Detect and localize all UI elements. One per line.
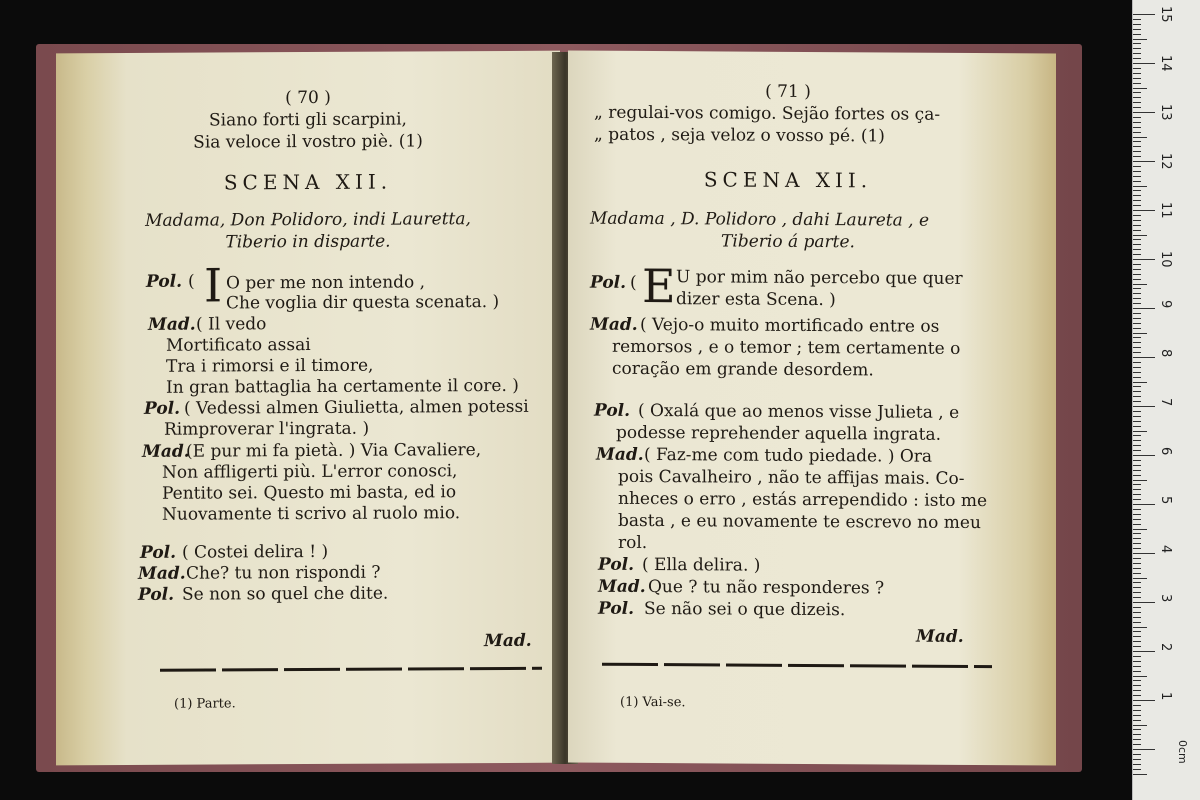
paren: ( bbox=[630, 272, 637, 293]
dialogue-line: Que ? tu não responderes ? bbox=[648, 576, 885, 599]
ruler-tick bbox=[1133, 445, 1141, 446]
ruler-tick bbox=[1133, 578, 1147, 579]
characters-line: Tiberio á parte. bbox=[721, 231, 855, 253]
ruler-tick bbox=[1133, 729, 1141, 730]
page-number: ( 70 ) bbox=[285, 87, 331, 109]
dialogue-line: ( Costei delira ! ) bbox=[182, 541, 329, 563]
ruler-tick bbox=[1133, 377, 1141, 378]
catchword: Mad. bbox=[484, 630, 532, 652]
dialogue-line: coração em grande desordem. bbox=[612, 358, 874, 381]
dialogue-line: In gran battaglia ha certamente il core. ) bbox=[166, 375, 519, 398]
ruler-tick bbox=[1133, 200, 1141, 201]
ruler-number: 12 bbox=[1158, 153, 1173, 170]
ruler-tick bbox=[1133, 764, 1141, 765]
ruler-tick bbox=[1133, 107, 1141, 108]
ruler-tick bbox=[1133, 671, 1141, 672]
ruler-tick bbox=[1133, 225, 1141, 226]
ruler-number: 10 bbox=[1158, 251, 1173, 268]
ruler-tick bbox=[1133, 774, 1147, 775]
speaker-label: Pol. bbox=[598, 598, 635, 619]
ruler-tick bbox=[1133, 494, 1141, 495]
ruler-tick bbox=[1133, 641, 1141, 642]
ruler-tick bbox=[1133, 48, 1141, 49]
ruler-tick bbox=[1133, 288, 1141, 289]
right-page bbox=[568, 51, 1056, 766]
ruler-tick bbox=[1133, 734, 1141, 735]
dialogue-line: basta , e eu novamente te escrevo no meu bbox=[618, 510, 981, 534]
ruler-tick bbox=[1133, 749, 1155, 750]
ruler-tick bbox=[1133, 235, 1147, 236]
characters-line: Tiberio in disparte. bbox=[225, 231, 391, 253]
ruler-unit-label: 0cm bbox=[1176, 740, 1189, 764]
ruler-tick bbox=[1133, 342, 1141, 343]
ruler-tick bbox=[1133, 651, 1155, 652]
ruler-tick bbox=[1133, 186, 1147, 187]
drop-cap: I bbox=[204, 258, 223, 313]
ruler-tick bbox=[1133, 259, 1155, 260]
dialogue-line: Se não sei o que dizeis. bbox=[644, 598, 846, 621]
ruler-number: 3 bbox=[1158, 594, 1173, 603]
ruler-tick bbox=[1133, 690, 1141, 691]
ruler-tick bbox=[1133, 666, 1141, 667]
ruler-tick bbox=[1133, 176, 1141, 177]
divider-rule bbox=[160, 667, 542, 672]
dialogue-line: dizer esta Scena. ) bbox=[676, 289, 836, 311]
ruler-tick bbox=[1133, 195, 1141, 196]
ruler-tick bbox=[1133, 568, 1141, 569]
ruler-tick bbox=[1133, 396, 1141, 397]
ruler-tick bbox=[1133, 416, 1141, 417]
ruler-tick bbox=[1133, 127, 1141, 128]
ruler-tick bbox=[1133, 264, 1141, 265]
dialogue-line: Che? tu non rispondi ? bbox=[186, 562, 381, 584]
footnote: (1) Vai-se. bbox=[620, 694, 686, 711]
ruler-tick bbox=[1133, 480, 1147, 481]
dialogue-line: pois Cavalheiro , não te affijas mais. Co- bbox=[618, 466, 965, 489]
ruler-tick bbox=[1133, 470, 1141, 471]
ruler-tick bbox=[1133, 411, 1141, 412]
ruler-tick bbox=[1133, 695, 1141, 696]
ruler-tick bbox=[1133, 607, 1141, 608]
ruler-number: 9 bbox=[1158, 300, 1173, 309]
catchword: Mad. bbox=[916, 626, 964, 647]
ruler-tick bbox=[1133, 617, 1141, 618]
ruler-tick bbox=[1133, 357, 1155, 358]
ruler-tick bbox=[1133, 529, 1147, 530]
ruler-tick bbox=[1133, 181, 1141, 182]
verse-line: „ regulai-vos comigo. Sejão fortes os ça- bbox=[594, 102, 941, 125]
scene-title: SCENA XII. bbox=[703, 167, 873, 193]
ruler-tick bbox=[1133, 685, 1141, 686]
dialogue-line: ( Oxalá que ao menos visse Julieta , e bbox=[638, 400, 960, 423]
ruler-tick bbox=[1133, 244, 1141, 245]
speaker-label: Mad. bbox=[138, 563, 186, 584]
left-page bbox=[56, 51, 560, 766]
ruler-tick bbox=[1133, 230, 1141, 231]
ruler-tick bbox=[1133, 646, 1141, 647]
ruler-tick bbox=[1133, 769, 1141, 770]
dialogue-line: Rimproverar l'ingrata. ) bbox=[164, 418, 370, 440]
speaker-label: Mad. bbox=[148, 314, 196, 335]
ruler-tick bbox=[1133, 597, 1141, 598]
ruler-tick bbox=[1133, 676, 1147, 677]
verse-line: Siano forti gli scarpini, bbox=[209, 109, 407, 131]
ruler-tick bbox=[1133, 739, 1141, 740]
ruler-tick bbox=[1133, 558, 1141, 559]
ruler-tick bbox=[1133, 166, 1141, 167]
ruler-tick bbox=[1133, 117, 1141, 118]
dialogue-line: (E pur mi fa pietà. ) Via Cavaliere, bbox=[186, 440, 482, 462]
ruler-tick bbox=[1133, 43, 1141, 44]
speaker-label: Pol. bbox=[144, 398, 181, 419]
ruler-tick bbox=[1133, 533, 1141, 534]
dialogue-line: Nuovamente ti scrivo al ruolo mio. bbox=[162, 503, 461, 525]
ruler-tick bbox=[1133, 367, 1141, 368]
footnote: (1) Parte. bbox=[174, 696, 236, 712]
ruler-tick bbox=[1133, 92, 1141, 93]
speaker-label: Mad. bbox=[598, 576, 646, 597]
ruler-tick bbox=[1133, 519, 1141, 520]
ruler-tick bbox=[1133, 63, 1155, 64]
ruler-tick bbox=[1133, 725, 1147, 726]
ruler-number: 1 bbox=[1158, 692, 1173, 701]
ruler-tick bbox=[1133, 220, 1141, 221]
divider-rule bbox=[602, 663, 992, 668]
dialogue-line: ( Ella delira. ) bbox=[642, 554, 761, 576]
ruler-tick bbox=[1133, 465, 1141, 466]
ruler-tick bbox=[1133, 573, 1141, 574]
dialogue-line: podesse reprehender aquella ingrata. bbox=[616, 422, 942, 445]
measurement-ruler bbox=[1132, 0, 1200, 800]
drop-cap: E bbox=[642, 258, 676, 314]
ruler-tick bbox=[1133, 362, 1141, 363]
ruler-tick bbox=[1133, 563, 1141, 564]
dialogue-line: U por mim não percebo que quer bbox=[676, 267, 963, 289]
dialogue-line: Pentito sei. Questo mi basta, ed io bbox=[162, 482, 457, 504]
ruler-tick bbox=[1133, 19, 1141, 20]
ruler-tick bbox=[1133, 39, 1147, 40]
ruler-tick bbox=[1133, 293, 1141, 294]
dialogue-line: ( Vedessi almen Giulietta, almen potessi bbox=[184, 396, 529, 419]
ruler-tick bbox=[1133, 279, 1141, 280]
ruler-tick bbox=[1133, 612, 1141, 613]
dialogue-line: ( Vejo-o muito mortificado entre os bbox=[640, 314, 940, 337]
ruler-tick bbox=[1133, 715, 1141, 716]
ruler-tick bbox=[1133, 303, 1141, 304]
speaker-label: Pol. bbox=[146, 271, 183, 292]
ruler-tick bbox=[1133, 484, 1141, 485]
ruler-number: 13 bbox=[1158, 104, 1173, 121]
ruler-number: 8 bbox=[1158, 349, 1173, 358]
speaker-label: Mad. bbox=[596, 444, 644, 465]
ruler-tick bbox=[1133, 421, 1141, 422]
ruler-number: 4 bbox=[1158, 545, 1173, 554]
ruler-tick bbox=[1133, 489, 1141, 490]
ruler-tick bbox=[1133, 509, 1141, 510]
dialogue-line: O per me non intendo , bbox=[226, 272, 426, 294]
ruler-tick bbox=[1133, 636, 1141, 637]
characters-line: Madama, Don Polidoro, indi Lauretta, bbox=[145, 209, 471, 231]
speaker-label: Pol. bbox=[140, 542, 177, 563]
dialogue-line: Che voglia dir questa scenata. ) bbox=[226, 291, 500, 314]
ruler-tick bbox=[1133, 58, 1141, 59]
ruler-tick bbox=[1133, 553, 1155, 554]
ruler-tick bbox=[1133, 431, 1147, 432]
scene-title: SCENA XII. bbox=[223, 169, 393, 195]
ruler-tick bbox=[1133, 622, 1141, 623]
ruler-tick bbox=[1133, 661, 1141, 662]
ruler-tick bbox=[1133, 582, 1141, 583]
ruler-tick bbox=[1133, 254, 1141, 255]
dialogue-line: Mortificato assai bbox=[166, 334, 311, 356]
ruler-tick bbox=[1133, 53, 1141, 54]
ruler-tick bbox=[1133, 587, 1141, 588]
ruler-tick bbox=[1133, 88, 1147, 89]
ruler-number: 6 bbox=[1158, 447, 1173, 456]
ruler-tick bbox=[1133, 680, 1141, 681]
ruler-tick bbox=[1133, 83, 1141, 84]
ruler-tick bbox=[1133, 78, 1141, 79]
ruler-tick bbox=[1133, 440, 1141, 441]
ruler-tick bbox=[1133, 548, 1141, 549]
ruler-tick bbox=[1133, 656, 1141, 657]
ruler-tick bbox=[1133, 754, 1141, 755]
ruler-tick bbox=[1133, 132, 1141, 133]
ruler-number: 14 bbox=[1158, 55, 1173, 72]
dialogue-line: ( Faz-me com tudo piedade. ) Ora bbox=[644, 444, 933, 467]
paren: ( bbox=[188, 271, 195, 292]
ruler-tick bbox=[1133, 141, 1141, 142]
ruler-tick bbox=[1133, 146, 1141, 147]
ruler-tick bbox=[1133, 97, 1141, 98]
ruler-tick bbox=[1133, 504, 1155, 505]
ruler-number: 7 bbox=[1158, 398, 1173, 407]
dialogue-line: rol. bbox=[618, 532, 648, 553]
ruler-tick bbox=[1133, 68, 1141, 69]
ruler-tick bbox=[1133, 337, 1141, 338]
ruler-tick bbox=[1133, 450, 1141, 451]
ruler-tick bbox=[1133, 333, 1147, 334]
ruler-tick bbox=[1133, 406, 1155, 407]
ruler-tick bbox=[1133, 161, 1155, 162]
page-number: ( 71 ) bbox=[765, 81, 811, 102]
ruler-tick bbox=[1133, 602, 1155, 603]
ruler-tick bbox=[1133, 102, 1141, 103]
ruler-tick bbox=[1133, 328, 1141, 329]
ruler-tick bbox=[1133, 538, 1141, 539]
ruler-tick bbox=[1133, 435, 1141, 436]
dialogue-line: ( Il vedo bbox=[196, 314, 267, 335]
ruler-tick bbox=[1133, 298, 1141, 299]
ruler-tick bbox=[1133, 543, 1141, 544]
ruler-tick bbox=[1133, 34, 1141, 35]
ruler-tick bbox=[1133, 499, 1141, 500]
ruler-tick bbox=[1133, 592, 1141, 593]
ruler-tick bbox=[1133, 475, 1141, 476]
ruler-tick bbox=[1133, 705, 1141, 706]
ruler-tick bbox=[1133, 455, 1155, 456]
ruler-tick bbox=[1133, 391, 1141, 392]
ruler-tick bbox=[1133, 514, 1141, 515]
dialogue-line: nheces o erro , estás arrependido : isto me bbox=[618, 488, 988, 512]
characters-line: Madama , D. Polidoro , dahi Laureta , e bbox=[590, 208, 930, 231]
ruler-tick bbox=[1133, 205, 1141, 206]
ruler-tick bbox=[1133, 426, 1141, 427]
ruler-tick bbox=[1133, 137, 1147, 138]
speaker-label: Mad. bbox=[590, 314, 638, 335]
ruler-tick bbox=[1133, 323, 1141, 324]
ruler-tick bbox=[1133, 627, 1147, 628]
ruler-tick bbox=[1133, 720, 1141, 721]
speaker-label: Mad. bbox=[142, 441, 190, 462]
ruler-tick bbox=[1133, 210, 1155, 211]
ruler-tick bbox=[1133, 401, 1141, 402]
ruler-tick bbox=[1133, 190, 1141, 191]
dialogue-line: Se non so quel che dite. bbox=[182, 583, 389, 605]
verse-line: „ patos , seja veloz o vosso pé. (1) bbox=[594, 124, 885, 147]
verse-line: Sia veloce il vostro piè. (1) bbox=[193, 131, 423, 153]
ruler-tick bbox=[1133, 386, 1141, 387]
ruler-tick bbox=[1133, 318, 1141, 319]
ruler-tick bbox=[1133, 24, 1141, 25]
ruler-tick bbox=[1133, 249, 1141, 250]
ruler-tick bbox=[1133, 171, 1141, 172]
speaker-label: Pol. bbox=[590, 272, 627, 293]
ruler-number: 15 bbox=[1158, 6, 1173, 23]
ruler-tick bbox=[1133, 269, 1141, 270]
ruler-tick bbox=[1133, 352, 1141, 353]
ruler-tick bbox=[1133, 274, 1141, 275]
ruler-tick bbox=[1133, 73, 1141, 74]
dialogue-line: Non affligerti più. L'error conosci, bbox=[162, 461, 458, 483]
ruler-tick bbox=[1133, 122, 1141, 123]
ruler-tick bbox=[1133, 112, 1155, 113]
ruler-tick bbox=[1133, 759, 1141, 760]
ruler-tick bbox=[1133, 744, 1141, 745]
ruler-tick bbox=[1133, 372, 1141, 373]
ruler-tick bbox=[1133, 284, 1147, 285]
ruler-tick bbox=[1133, 524, 1141, 525]
ruler-tick bbox=[1133, 156, 1141, 157]
ruler-number: 5 bbox=[1158, 496, 1173, 505]
dialogue-line: remorsos , e o temor ; tem certamente o bbox=[612, 336, 961, 359]
ruler-tick bbox=[1133, 710, 1141, 711]
ruler-tick bbox=[1133, 347, 1141, 348]
ruler-tick bbox=[1133, 631, 1141, 632]
speaker-label: Pol. bbox=[598, 554, 635, 575]
dialogue-line: Tra i rimorsi e il timore, bbox=[166, 355, 374, 377]
ruler-tick bbox=[1133, 14, 1155, 15]
ruler-tick bbox=[1133, 215, 1141, 216]
speaker-label: Pol. bbox=[594, 400, 631, 421]
ruler-tick bbox=[1133, 460, 1141, 461]
ruler-number: 11 bbox=[1158, 202, 1173, 219]
ruler-tick bbox=[1133, 700, 1155, 701]
ruler-tick bbox=[1133, 308, 1155, 309]
speaker-label: Pol. bbox=[138, 584, 175, 605]
ruler-number: 2 bbox=[1158, 643, 1173, 652]
ruler-tick bbox=[1133, 313, 1141, 314]
ruler-tick bbox=[1133, 151, 1141, 152]
ruler-tick bbox=[1133, 382, 1147, 383]
ruler-tick bbox=[1133, 29, 1141, 30]
ruler-tick bbox=[1133, 239, 1141, 240]
